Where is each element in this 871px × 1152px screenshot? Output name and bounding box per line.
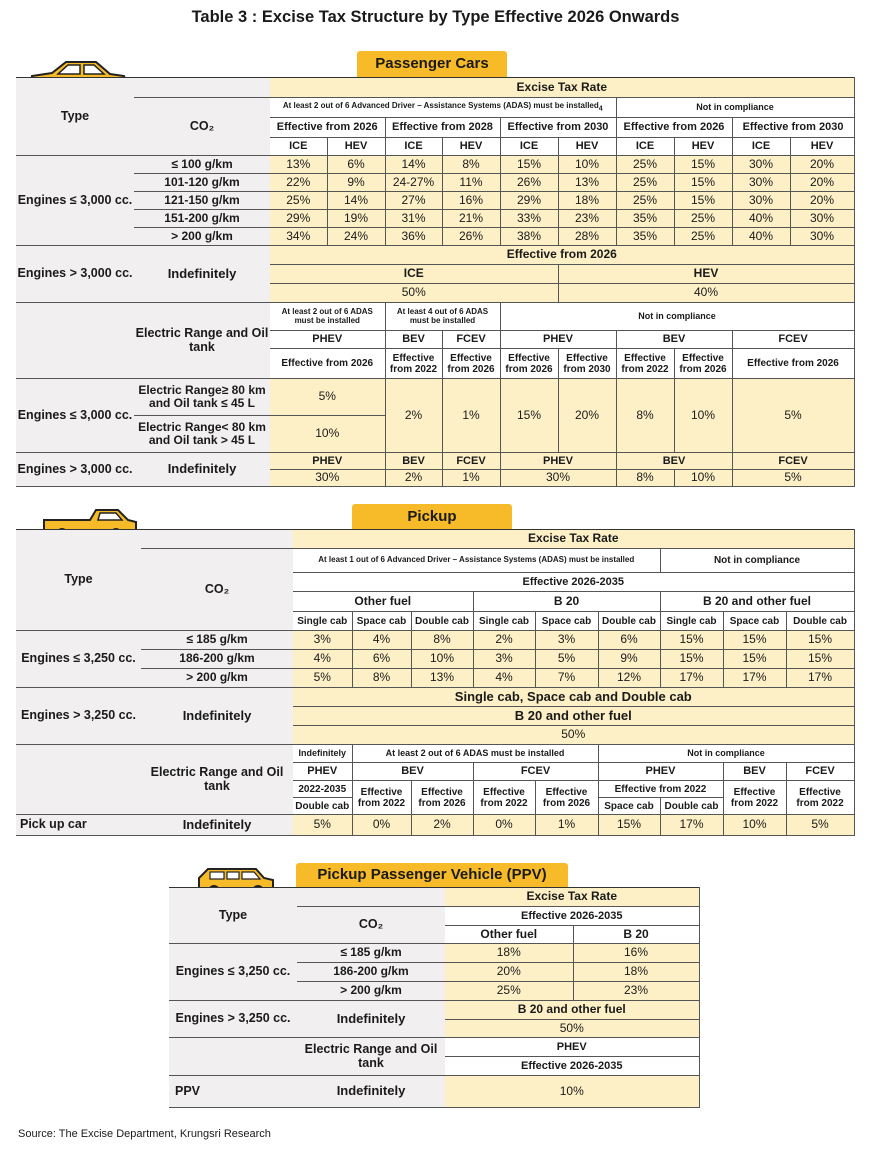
- rate-cell: 1%: [442, 379, 500, 453]
- rate-cell: 34%: [270, 228, 327, 246]
- big-ice-rate: 50%: [270, 284, 558, 303]
- fcev-nc-header: FCEV: [732, 453, 854, 470]
- double-cab-header: Double cab: [411, 612, 473, 631]
- bev-nc-header: BEV: [616, 453, 732, 470]
- rate-cell: 0%: [473, 815, 535, 836]
- single-cab-header: Single cab: [293, 612, 352, 631]
- rate-cell: 23%: [573, 982, 699, 1001]
- rate-cell: 8%: [442, 156, 500, 174]
- adas-requirement-header: At least 1 out of 6 Advanced Driver – Assistance Systems (ADAS) must be installed: [293, 549, 660, 573]
- co2-band-label: > 200 g/km: [141, 669, 293, 688]
- rate-cell: 10%: [270, 416, 385, 453]
- passenger-cars-table: [16, 77, 855, 487]
- effective-2026-2035-header: Effective 2026-2035: [445, 907, 699, 926]
- rate-cell: 16%: [442, 192, 500, 210]
- engines-le-3000-label: Engines ≤ 3,000 cc.: [16, 379, 134, 453]
- engines-le-3000-label: Engines ≤ 3,000 cc.: [16, 156, 134, 246]
- not-in-compliance-header: Not in compliance: [660, 549, 854, 573]
- b20-other-fuel-header: B 20 and other fuel: [445, 1001, 699, 1020]
- rate-cell: 18%: [573, 963, 699, 982]
- double-cab-header: Double cab: [598, 612, 660, 631]
- rate-cell: 6%: [598, 631, 660, 650]
- fcev-header: FCEV: [473, 763, 598, 781]
- rate-cell: 24-27%: [385, 174, 442, 192]
- single-cab-header: Single cab: [660, 612, 723, 631]
- phev-nc-header: PHEV: [598, 763, 723, 781]
- co2-header: CO₂: [141, 549, 293, 631]
- ice-header: ICE: [270, 138, 327, 156]
- type-header: Type: [16, 530, 141, 631]
- bev-nc-header: BEV: [616, 331, 732, 349]
- source-note: Source: The Excise Department, Krungsri Research: [18, 1128, 271, 1140]
- rate-cell: 5%: [732, 379, 854, 453]
- other-fuel-header: Other fuel: [445, 926, 573, 944]
- indefinitely-label: Indefinitely: [134, 246, 270, 303]
- rate-cell: 11%: [442, 174, 500, 192]
- rate-cell: 5%: [293, 815, 352, 836]
- phev-header: PHEV: [270, 453, 385, 470]
- rate-cell: 15%: [674, 156, 732, 174]
- fcev-effective-2026: Effective from 2026: [442, 349, 500, 379]
- type-header: Type: [169, 888, 297, 944]
- b20-other-fuel-header: B 20 and other fuel: [660, 592, 854, 612]
- excise-tax-rate-header: Excise Tax Rate: [445, 888, 699, 907]
- rate-cell: 25%: [674, 210, 732, 228]
- rate-cell: 25%: [616, 174, 674, 192]
- co2-band-label: ≤ 185 g/km: [141, 631, 293, 650]
- rate-cell: 24%: [327, 228, 385, 246]
- rate-cell: 21%: [442, 210, 500, 228]
- rate-cell: 7%: [535, 669, 598, 688]
- not-in-compliance-header: Not in compliance: [598, 745, 854, 763]
- rate-cell: 20%: [790, 156, 854, 174]
- double-cab-header: Double cab: [293, 798, 352, 815]
- fcev-nc-header: FCEV: [732, 331, 854, 349]
- ice-header: ICE: [616, 138, 674, 156]
- rate-cell: 35%: [616, 228, 674, 246]
- fcev-nc-effective-2022: Effective from 2022: [786, 781, 854, 815]
- rate-cell: 8%: [616, 379, 674, 453]
- pickup-table: [16, 529, 855, 836]
- adas-requirement-header: At least 2 out of 6 Advanced Driver – Assistance Systems (ADAS) must be installed$_4$: [270, 98, 616, 118]
- rate-cell: 10%: [674, 470, 732, 487]
- big-hev-header: HEV: [558, 265, 854, 284]
- rate-cell: 8%: [352, 669, 411, 688]
- rate-cell: 13%: [411, 669, 473, 688]
- phev-nc-effective-2022: Effective from 2022: [598, 781, 723, 798]
- rate-cell: 25%: [616, 192, 674, 210]
- co2-band-label: 151-200 g/km: [134, 210, 270, 228]
- indefinitely-label: Indefinitely: [297, 1001, 445, 1038]
- b20-header: B 20: [573, 926, 699, 944]
- b20-other-fuel-header: B 20 and other fuel: [293, 707, 854, 726]
- rate-cell: 5%: [270, 379, 385, 416]
- rate-cell: 15%: [660, 650, 723, 669]
- pickup-section-title: Pickup: [352, 504, 512, 529]
- hev-header: HEV: [790, 138, 854, 156]
- rate-cell: 4%: [293, 650, 352, 669]
- passenger-cars-section-title: Passenger Cars: [357, 51, 507, 77]
- co2-band-label: 186-200 g/km: [297, 963, 445, 982]
- rate-cell: 10%: [411, 650, 473, 669]
- rate-cell: 13%: [558, 174, 616, 192]
- rate-cell: 14%: [385, 156, 442, 174]
- rate-cell: 25%: [616, 156, 674, 174]
- bev-nc-effective-2026: Effective from 2026: [674, 349, 732, 379]
- rate-cell: 2%: [385, 379, 442, 453]
- rate-cell: 27%: [385, 192, 442, 210]
- rate-cell: 3%: [293, 631, 352, 650]
- electric-range-oil-tank-header: Electric Range and Oil tank: [134, 303, 270, 379]
- rate-cell: 5%: [732, 470, 854, 487]
- rate-cell: 31%: [385, 210, 442, 228]
- engines-gt-3250-label: Engines > 3,250 cc.: [169, 1001, 297, 1038]
- rate-cell: 30%: [732, 174, 790, 192]
- double-cab-header: Double cab: [786, 612, 854, 631]
- fcev-header: FCEV: [442, 453, 500, 470]
- rate-cell: 9%: [327, 174, 385, 192]
- rate-cell: 15%: [674, 174, 732, 192]
- year-range-2022-2035: 2022-2035: [293, 781, 352, 798]
- rate-cell: 20%: [790, 174, 854, 192]
- space-cab-header: Space cab: [598, 798, 660, 815]
- rate-cell: 20%: [445, 963, 573, 982]
- rate-cell: 30%: [790, 228, 854, 246]
- rate-cell: 25%: [445, 982, 573, 1001]
- rate-cell: 15%: [500, 379, 558, 453]
- rate-cell: 5%: [535, 650, 598, 669]
- electric-range-oil-tank-header: Electric Range and Oil tank: [297, 1038, 445, 1076]
- rate-cell: 30%: [270, 470, 385, 487]
- rate-cell: 0%: [352, 815, 411, 836]
- rate-cell: 1%: [535, 815, 598, 836]
- not-in-compliance-header: Not in compliance: [500, 303, 854, 331]
- bev-header: BEV: [352, 763, 473, 781]
- co2-band-label: 186-200 g/km: [141, 650, 293, 669]
- engines-gt-3250-label: Engines > 3,250 cc.: [16, 688, 141, 745]
- co2-header: CO₂: [134, 98, 270, 156]
- co2-band-label: 101-120 g/km: [134, 174, 270, 192]
- rate-cell: 5%: [786, 815, 854, 836]
- rate-cell: 17%: [786, 669, 854, 688]
- rate-cell: 4%: [352, 631, 411, 650]
- bev-nc-effective-2022: Effective from 2022: [723, 781, 786, 815]
- effective-2030-header: Effective from 2030: [500, 118, 616, 138]
- rate-cell: 33%: [500, 210, 558, 228]
- rate-cell: 40%: [732, 228, 790, 246]
- excise-tax-rate-header: Excise Tax Rate: [293, 530, 854, 549]
- rate-cell: 26%: [442, 228, 500, 246]
- rate-cell: 3%: [535, 631, 598, 650]
- phev-nc-header: PHEV: [500, 453, 616, 470]
- rate-cell: 23%: [558, 210, 616, 228]
- rate-cell: 17%: [660, 669, 723, 688]
- rate-cell: 15%: [723, 650, 786, 669]
- rate-cell: 30%: [790, 210, 854, 228]
- type-header: Type: [16, 78, 134, 156]
- co2-band-label: > 200 g/km: [297, 982, 445, 1001]
- hev-header: HEV: [442, 138, 500, 156]
- space-cab-header: Space cab: [352, 612, 411, 631]
- ppv-label: PPV: [169, 1076, 297, 1108]
- rate-cell: 30%: [732, 156, 790, 174]
- hev-header: HEV: [558, 138, 616, 156]
- rate-cell: 8%: [616, 470, 674, 487]
- nc-effective-2026-header: Effective from 2026: [616, 118, 732, 138]
- rate-cell: 22%: [270, 174, 327, 192]
- bev-effective-2022: Effective from 2022: [352, 781, 411, 815]
- engines-gt-3000-label: Engines > 3,000 cc.: [16, 246, 134, 303]
- fcev-header: FCEV: [442, 331, 500, 349]
- rate-cell: 15%: [723, 631, 786, 650]
- rate-cell: 29%: [270, 210, 327, 228]
- phev-nc-effective-2026: Effective from 2026: [500, 349, 558, 379]
- indefinitely-label: Indefinitely: [141, 815, 293, 836]
- ice-header: ICE: [732, 138, 790, 156]
- rate-cell: 10%: [445, 1076, 699, 1108]
- rate-cell: 17%: [660, 815, 723, 836]
- phev-nc-header: PHEV: [500, 331, 616, 349]
- phev-header: PHEV: [445, 1038, 699, 1057]
- fcev-nc-effective-2026: Effective from 2026: [732, 349, 854, 379]
- rate-cell: 12%: [598, 669, 660, 688]
- rate-cell: 13%: [270, 156, 327, 174]
- effective-2028-header: Effective from 2028: [385, 118, 500, 138]
- b20-header: B 20: [473, 592, 660, 612]
- rate-cell: 18%: [445, 944, 573, 963]
- fcev-effective-2026: Effective from 2026: [535, 781, 598, 815]
- not-in-compliance-header: Not in compliance: [616, 98, 854, 118]
- hev-header: HEV: [674, 138, 732, 156]
- rate-cell: 18%: [558, 192, 616, 210]
- rate-cell: 40%: [732, 210, 790, 228]
- adas-2of6-header: At least 2 out of 6 ADAS must be installed: [270, 303, 385, 331]
- rate-cell: 29%: [500, 192, 558, 210]
- co2-band-label: > 200 g/km: [134, 228, 270, 246]
- adas-page-mark: 4: [598, 105, 603, 113]
- engines-le-3250-label: Engines ≤ 3,250 cc.: [16, 631, 141, 688]
- rate-cell: 10%: [558, 156, 616, 174]
- rate-cell: 3%: [473, 650, 535, 669]
- big-hev-rate: 40%: [558, 284, 854, 303]
- rate-cell: 26%: [500, 174, 558, 192]
- engines-gt-3000-label: Engines > 3,000 cc.: [16, 453, 134, 487]
- effective-2026-header: Effective from 2026: [270, 118, 385, 138]
- rate-cell: 8%: [411, 631, 473, 650]
- bev-effective-2026: Effective from 2026: [411, 781, 473, 815]
- ppv-section-title: Pickup Passenger Vehicle (PPV): [296, 863, 568, 887]
- rate-cell: 25%: [270, 192, 327, 210]
- rate-cell: 25%: [674, 228, 732, 246]
- bev-effective-2022: Effective from 2022: [385, 349, 442, 379]
- effective-2026-2035-header: Effective 2026-2035: [293, 573, 854, 592]
- hev-header: HEV: [327, 138, 385, 156]
- rate-cell: 30%: [732, 192, 790, 210]
- rate-cell: 15%: [598, 815, 660, 836]
- nc-effective-2030-header: Effective from 2030: [732, 118, 854, 138]
- rate-cell: 5%: [293, 669, 352, 688]
- phev-effective-2026: Effective from 2026: [270, 349, 385, 379]
- rate-cell: 10%: [674, 379, 732, 453]
- rate-cell: 2%: [473, 631, 535, 650]
- co2-band-label: ≤ 100 g/km: [134, 156, 270, 174]
- electric-range-oil-tank-header: Electric Range and Oil tank: [141, 745, 293, 815]
- indefinitely-label: Indefinitely: [297, 1076, 445, 1108]
- co2-band-label: 121-150 g/km: [134, 192, 270, 210]
- big-effective-2026-header: Effective from 2026: [270, 246, 854, 265]
- big-ice-header: ICE: [270, 265, 558, 284]
- rate-cell: 9%: [598, 650, 660, 669]
- phev-header: PHEV: [270, 331, 385, 349]
- big-rate: 50%: [293, 726, 854, 745]
- double-cab-header: Double cab: [660, 798, 723, 815]
- rate-cell: 20%: [790, 192, 854, 210]
- range-ge80-label: Electric Range≥ 80 km and Oil tank ≤ 45 L: [134, 379, 270, 416]
- ice-header: ICE: [385, 138, 442, 156]
- bev-header: BEV: [385, 331, 442, 349]
- rate-cell: 16%: [573, 944, 699, 963]
- phev-header: PHEV: [293, 763, 352, 781]
- phev-nc-effective-2030: Effective from 2030: [558, 349, 616, 379]
- indefinitely-header: Indefinitely: [293, 745, 352, 763]
- rate-cell: 20%: [558, 379, 616, 453]
- page-title: Table 3 : Excise Tax Structure by Type Effective 2026 Onwards: [191, 8, 680, 26]
- rate-cell: 38%: [500, 228, 558, 246]
- rate-cell: 15%: [674, 192, 732, 210]
- excise-tax-rate-header: Excise Tax Rate: [270, 78, 854, 98]
- rate-cell: 15%: [660, 631, 723, 650]
- bev-header: BEV: [385, 453, 442, 470]
- rate-cell: 36%: [385, 228, 442, 246]
- engines-le-3250-label: Engines ≤ 3,250 cc.: [169, 944, 297, 1001]
- rate-cell: 6%: [327, 156, 385, 174]
- fcev-effective-2022: Effective from 2022: [473, 781, 535, 815]
- pickup-car-label: Pick up car: [16, 815, 141, 836]
- ppv-table: [169, 887, 700, 1108]
- co2-header: CO₂: [297, 907, 445, 944]
- adas-4of6-header: At least 4 out of 6 ADAS must be installed: [385, 303, 500, 331]
- rate-cell: 14%: [327, 192, 385, 210]
- space-cab-header: Space cab: [535, 612, 598, 631]
- other-fuel-header: Other fuel: [293, 592, 473, 612]
- all-cabs-header: Single cab, Space cab and Double cab: [293, 688, 854, 707]
- space-cab-header: Space cab: [723, 612, 786, 631]
- rate-cell: 28%: [558, 228, 616, 246]
- ice-header: ICE: [500, 138, 558, 156]
- indefinitely-label: Indefinitely: [134, 453, 270, 487]
- bev-nc-header: BEV: [723, 763, 786, 781]
- rate-cell: 19%: [327, 210, 385, 228]
- rate-cell: 4%: [473, 669, 535, 688]
- co2-band-label: ≤ 185 g/km: [297, 944, 445, 963]
- rate-cell: 15%: [786, 650, 854, 669]
- fcev-nc-header: FCEV: [786, 763, 854, 781]
- rate-cell: 15%: [500, 156, 558, 174]
- rate-cell: 6%: [352, 650, 411, 669]
- range-lt80-label: Electric Range< 80 km and Oil tank > 45 L: [134, 416, 270, 453]
- rate-cell: 1%: [442, 470, 500, 487]
- rate-cell: 17%: [723, 669, 786, 688]
- bev-nc-effective-2022: Effective from 2022: [616, 349, 674, 379]
- rate-cell: 35%: [616, 210, 674, 228]
- indefinitely-label: Indefinitely: [141, 688, 293, 745]
- rate-cell: 2%: [411, 815, 473, 836]
- rate-cell: 2%: [385, 470, 442, 487]
- single-cab-header: Single cab: [473, 612, 535, 631]
- big-rate: 50%: [445, 1020, 699, 1038]
- rate-cell: 10%: [723, 815, 786, 836]
- adas-2of6-header: At least 2 out of 6 ADAS must be installed: [352, 745, 598, 763]
- effective-2026-2035-header: Effective 2026-2035: [445, 1057, 699, 1076]
- rate-cell: 15%: [786, 631, 854, 650]
- rate-cell: 30%: [500, 470, 616, 487]
